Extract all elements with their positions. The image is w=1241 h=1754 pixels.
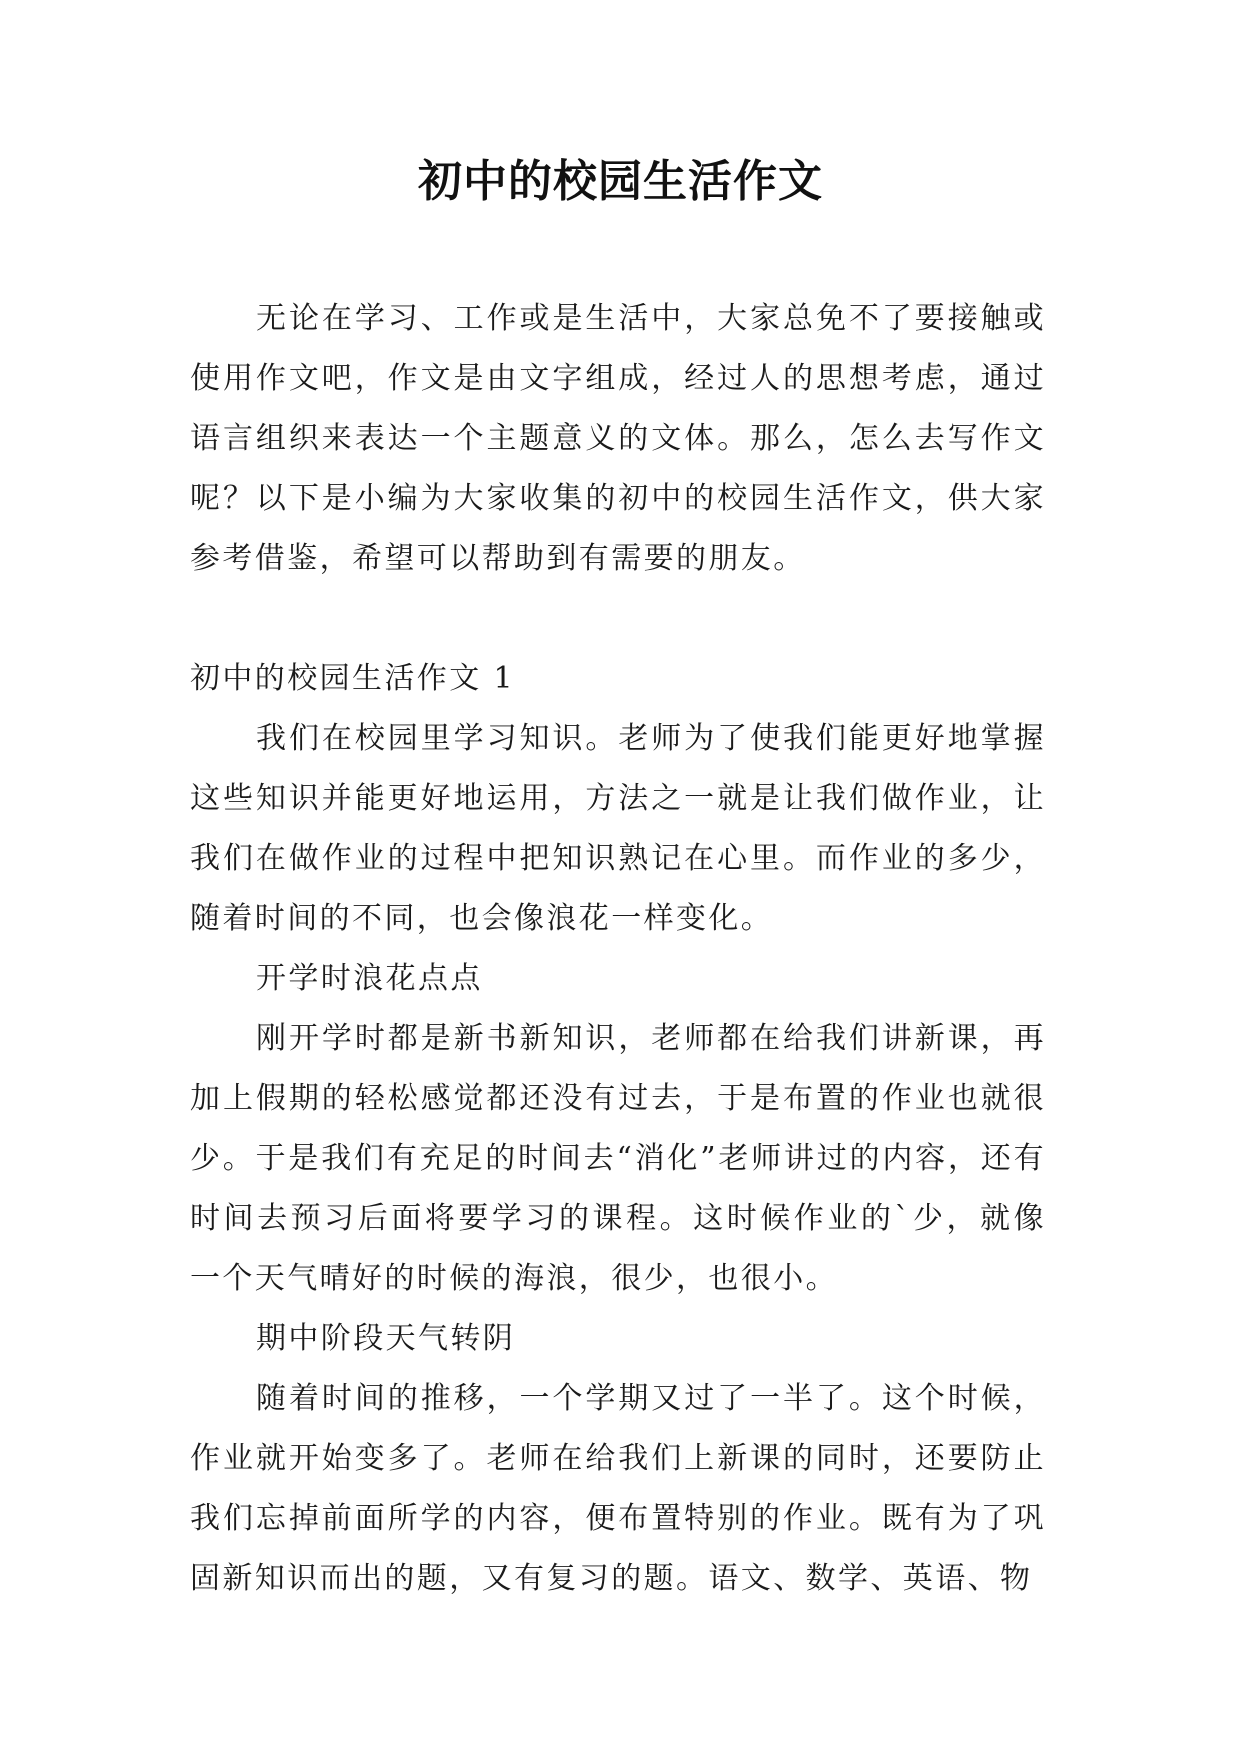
intro-paragraph: 无论在学习、工作或是生活中，大家总免不了要接触或使用作文吧，作文是由文字组成，经过人的思想考虑，通过语言组织来表达一个主题意义的文体。那么，怎么去写作文呢？以下是小编为大家收集的初中的校园生活作文，供大家参考借鉴，希望可以帮助到有需要的朋友。 — [190, 301, 1046, 576]
subheading: 开学时浪花点点 — [256, 961, 483, 996]
document-body — [190, 289, 1046, 1609]
document-title: 初中的校园生活作文 — [418, 156, 823, 207]
subheading: 期中阶段天气转阴 — [256, 1321, 516, 1356]
section-title: 初中的校园生活作文 1 — [190, 661, 516, 696]
body-paragraph: 刚开学时都是新书新知识，老师都在给我们讲新课，再加上假期的轻松感觉都还没有过去，于是布置的作业也就很少。于是我们有充足的时间去“消化”老师讲过的内容，还有时间去预习后面将要学习的课程。这时候作业的`少，就像一个天气晴好的时候的海浪，很少，也很小。 — [190, 1021, 1046, 1296]
body-paragraph: 随着时间的推移，一个学期又过了一半了。这个时候，作业就开始变多了。老师在给我们上新课的同时，还要防止我们忘掉前面所学的内容，便布置特别的作业。既有为了巩固新知识而出的题，又有复习的题。语文、数学、英语、物 — [190, 1381, 1046, 1596]
body-paragraph: 我们在校园里学习知识。老师为了使我们能更好地掌握这些知识并能更好地运用，方法之一就是让我们做作业，让我们在做作业的过程中把知识熟记在心里。而作业的多少，随着时间的不同，也会像浪花一样变化。 — [190, 721, 1046, 936]
